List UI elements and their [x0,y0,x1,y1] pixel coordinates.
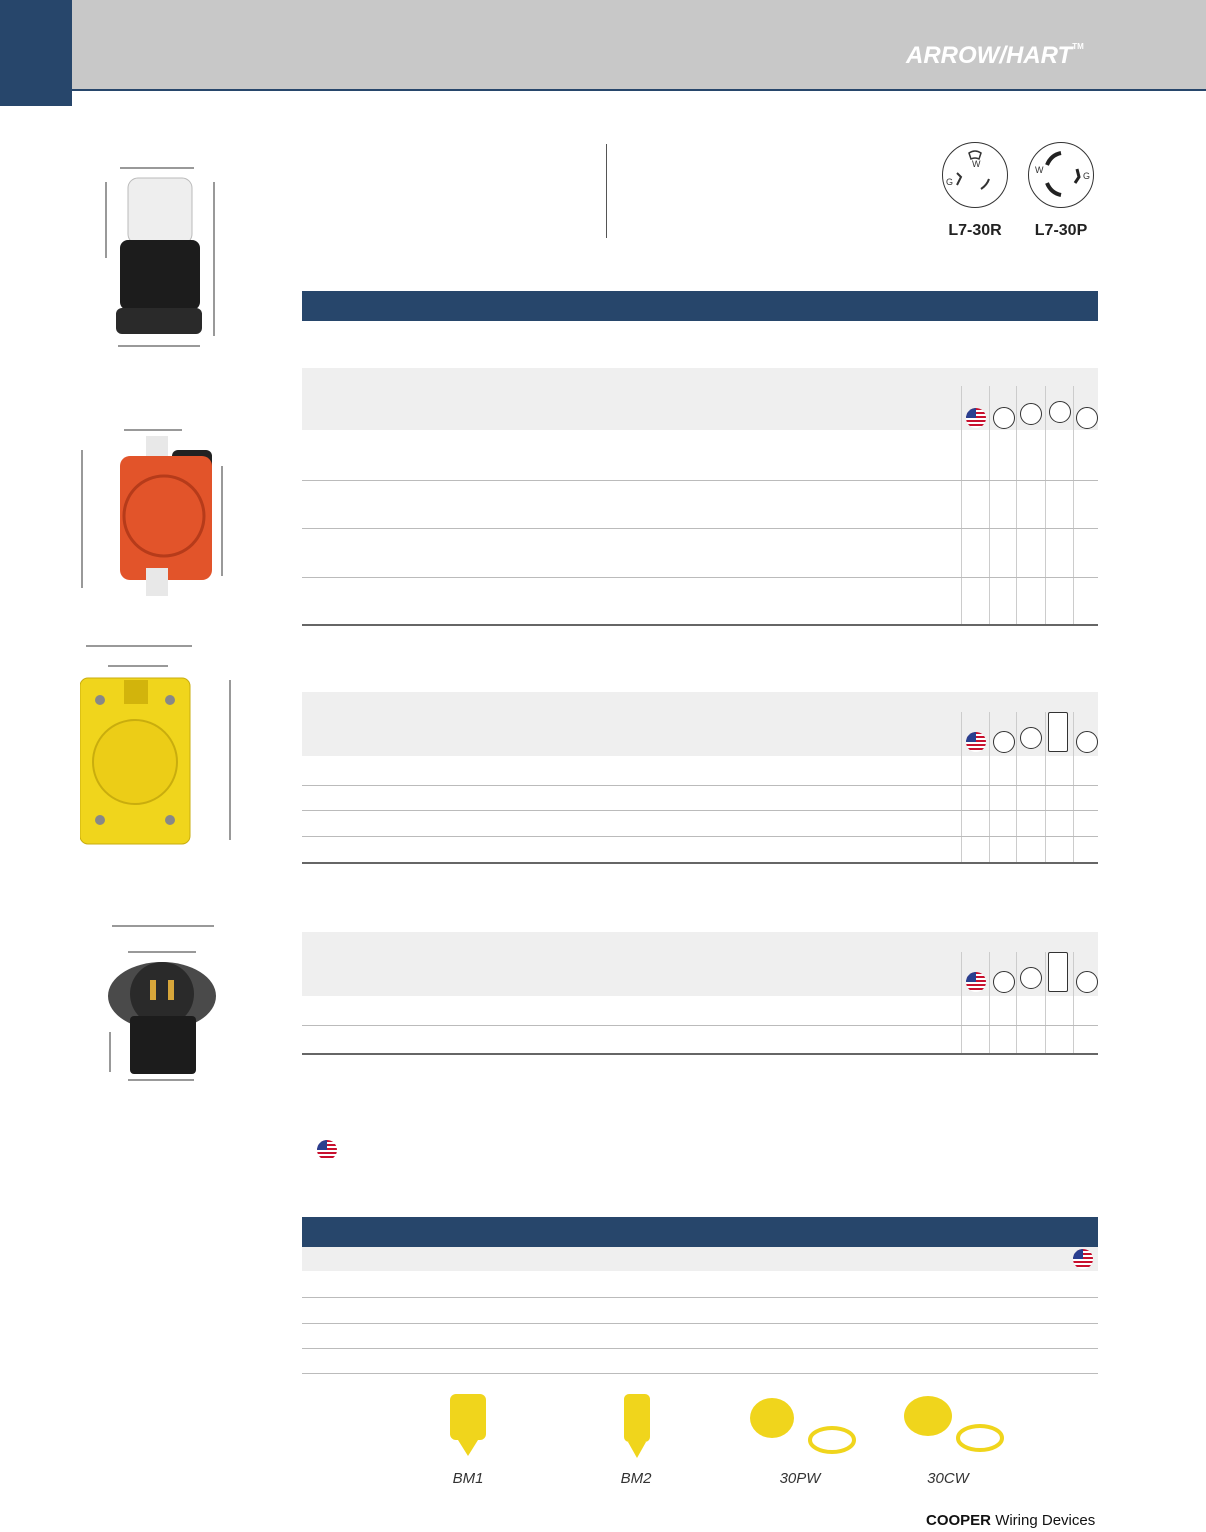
30cw-image [900,1390,1006,1458]
table-row [302,785,1098,786]
table-row [302,1297,1098,1298]
table-row [302,1373,1098,1374]
ful-s-icon [1048,952,1068,992]
table-row [302,836,1098,837]
config-label-plug: L7-30P [1034,222,1088,239]
table-row [302,1025,1098,1026]
svg-text:W: W [1035,165,1044,175]
header-tab [0,0,72,106]
product-table-3 [302,932,1098,1056]
accessory-label: BM1 [452,1470,484,1487]
ful-s-icon [1048,712,1068,752]
c-ul-us-icon [1020,967,1042,989]
accessories-header-bar [302,1217,1098,1247]
connector-image [90,160,230,360]
arrow-hart-logo [906,42,1106,76]
l7-30p-face-diagram [1028,142,1094,208]
c-ul-us-icon [1020,727,1042,749]
table-row [302,1348,1098,1349]
svg-text:G: G [1083,171,1091,181]
csa-icon [993,971,1015,993]
table-bottom-rule [302,862,1098,864]
l7-30r-face-diagram [942,142,1008,208]
logo-text: ARROW/HART [906,42,1073,69]
bm2-image [620,1390,654,1460]
nom-icon [1076,971,1098,993]
section-header-bar [302,291,1098,321]
bm1-image [446,1390,490,1458]
accessories-table [302,1247,1098,1375]
weatherproof-receptacle-image [80,640,250,846]
receptacle-image [76,416,246,616]
svg-text:W: W [972,159,981,169]
30pw-image [748,1394,858,1458]
table-row [302,577,1098,578]
division-name: Wiring Devices [995,1512,1096,1529]
table-header [302,1247,1098,1271]
config-label-receptacle: L7-30R [948,222,1002,239]
c-ul-us-icon [1049,401,1071,423]
c-ul-icon [1020,403,1042,425]
us-flag-icon [966,732,986,752]
header-rule [72,89,1206,91]
cooper-logo [926,1512,1095,1529]
table-row [302,1323,1098,1324]
accessory-label: BM2 [620,1470,652,1487]
logo-tm: TM [1072,42,1084,51]
vertical-divider [606,144,607,238]
company-name: COOPER [926,1512,992,1529]
table-row [302,810,1098,811]
us-flag-icon [966,408,986,428]
us-flag-icon [966,972,986,992]
table-row [302,480,1098,481]
accessory-label: 30PW [779,1470,821,1487]
flanged-inlet-image [90,906,240,1092]
product-table-2 [302,692,1098,864]
nom-icon [1076,731,1098,753]
us-flag-icon [317,1140,337,1160]
us-flag-icon [1073,1249,1093,1269]
accessory-label: 30CW [927,1470,969,1487]
nom-icon [1076,407,1098,429]
table-row [302,528,1098,529]
csa-icon [993,407,1015,429]
svg-text:G: G [946,177,954,187]
csa-icon [993,731,1015,753]
table-bottom-rule [302,624,1098,626]
table-bottom-rule [302,1053,1098,1055]
product-table-1 [302,368,1098,626]
